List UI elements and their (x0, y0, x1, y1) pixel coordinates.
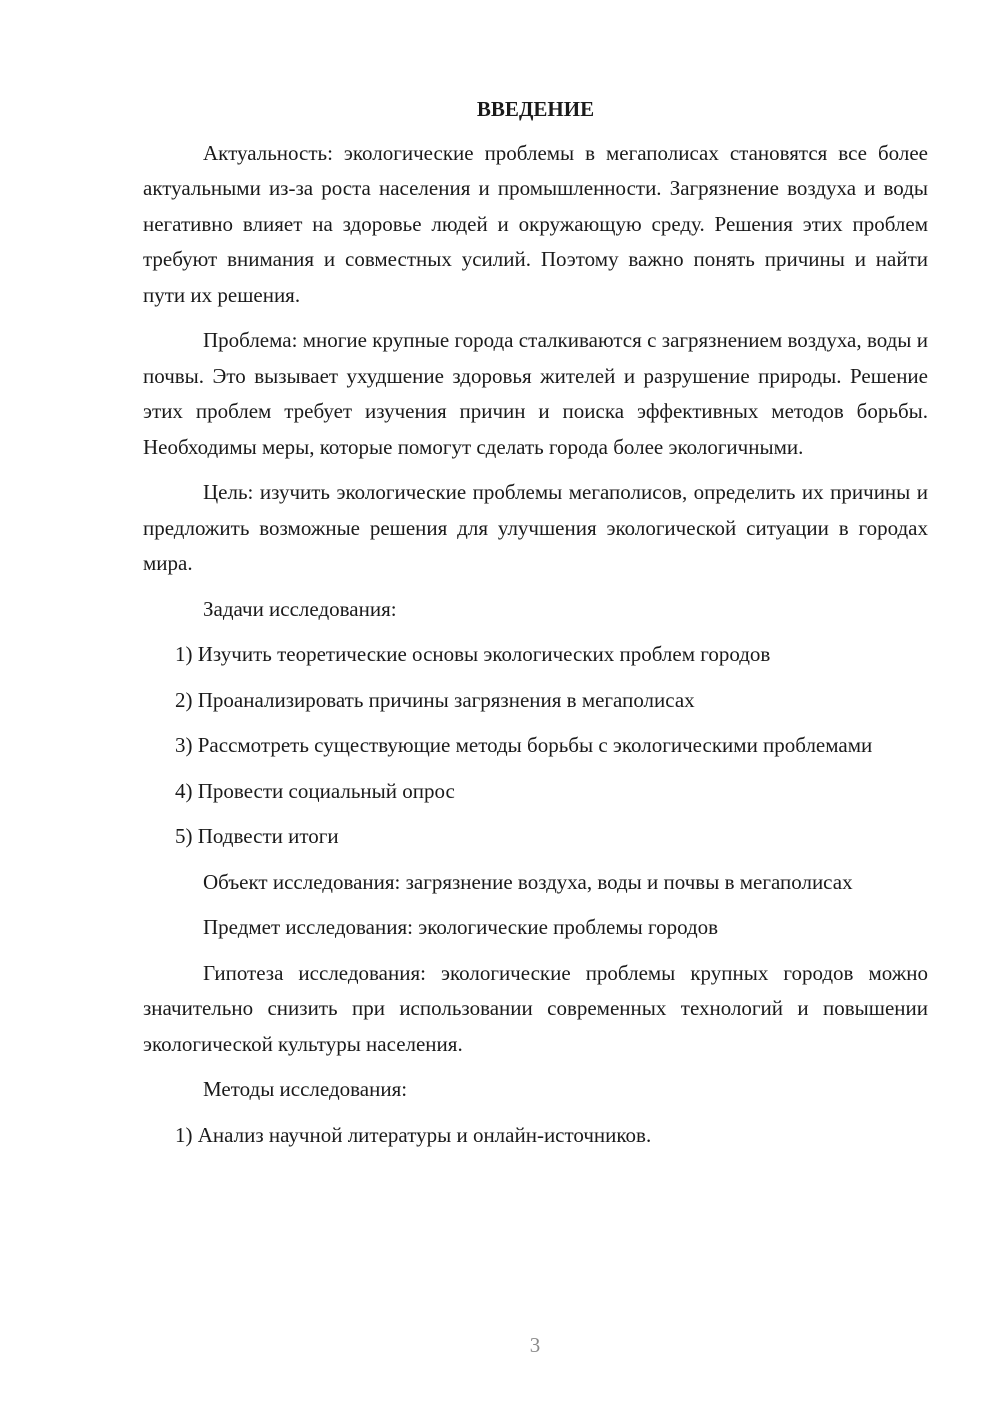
method-item: 1) Анализ научной литературы и онлайн-источников. (175, 1122, 652, 1147)
relevance-paragraph: Актуальность: экологические проблемы в мегаполисах становятся все более актуальными из-за роста населения и промышленности. Загрязнение воздуха и воды негативно влияет на здоровье людей и окружающую среду. Решения этих проблем требуют внимания и совместных усилий. Поэтому важно понять причины и найти пути их решения. (143, 140, 928, 307)
task-item: 3) Рассмотреть существующие методы борьбы с экологическими проблемами (175, 733, 873, 757)
research-subject-paragraph: Предмет исследования: экологические проблемы городов (203, 915, 719, 939)
methods-heading: Методы исследования: (203, 1077, 408, 1101)
hypothesis-paragraph: Гипотеза исследования: экологические проблемы крупных городов можно значительно снизить при использовании современных технологий и повышении экологической культуры населения. (143, 960, 928, 1056)
page-number: 3 (529, 1333, 541, 1357)
goal-paragraph: Цель: изучить экологические проблемы мегаполисов, определить их причины и предложить возможные решения для улучшения экологической ситуации в городах мира. (143, 480, 928, 575)
research-object-paragraph: Объект исследования: загрязнение воздуха, воды и почвы в мегаполисах (203, 869, 853, 894)
task-item: 4) Провести социальный опрос (175, 778, 455, 803)
tasks-heading: Задачи исследования: (203, 596, 397, 621)
task-item: 5) Подвести итоги (175, 824, 339, 848)
section-title: ВВЕДЕНИЕ (476, 97, 595, 121)
task-item: 2) Проанализировать причины загрязнения в мегаполисах (175, 687, 695, 712)
task-item: 1) Изучить теоретические основы экологических проблем городов (175, 642, 771, 666)
document-page (143, 92, 928, 1163)
problem-paragraph: Проблема: многие крупные города сталкиваются с загрязнением воздуха, воды и почвы. Это вызывает ухудшение здоровья жителей и разрушение природы. Решение этих проблем требует изучения причин и поиска эффективных методов борьбы. Необходимы меры, которые помогут сделать города более экологичными. (143, 328, 928, 459)
